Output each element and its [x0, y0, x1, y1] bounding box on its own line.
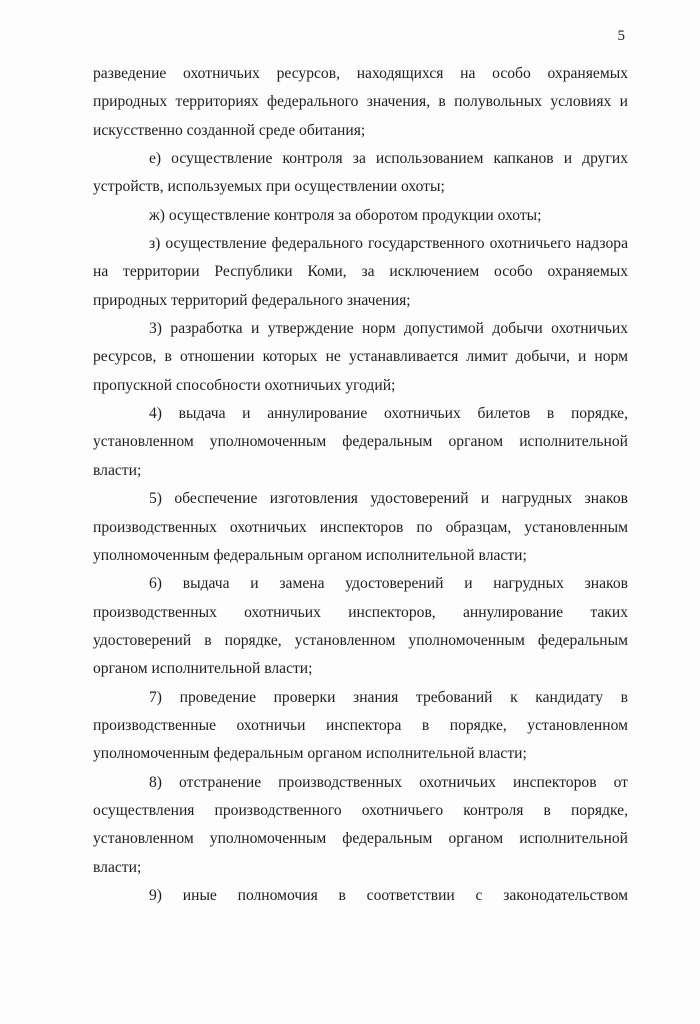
- paragraph-item-4: 4) выдача и аннулирование охотничьих билетов в порядке, установленном уполномоченным федеральным органом исполнительной власти;: [93, 405, 628, 479]
- paragraph-item-z: з) осуществление федерального государственного охотничьего надзора на территории Республики Коми, за исключением особо охраняемых природных территорий федерального значения;: [93, 235, 628, 309]
- paragraph-item-8: 8) отстранение производственных охотничьих инспекторов от осуществления производственного охотничьего контроля в порядке, установленном уполномоченным федеральным органом исполнительной власти;: [93, 773, 628, 876]
- paragraph-item-e: е) осуществление контроля за использованием капканов и других устройств, используемых при осуществлении охоты;: [93, 150, 628, 196]
- paragraph-item-6: 6) выдача и замена удостоверений и нагрудных знаков производственных охотничьих инспекторов, аннулирование таких удостоверений в порядке, установленном уполномоченным федеральным органом исполнительной власти;: [93, 575, 628, 678]
- paragraph-item-7: 7) проведение проверки знания требований к кандидату в производственные охотничьи инспектора в порядке, установленном уполномоченным федеральным органом исполнительной власти;: [93, 688, 628, 763]
- paragraph-item-zh: ж) осуществление контроля за оборотом продукции охоты;: [149, 206, 542, 224]
- paragraph-item-5: 5) обеспечение изготовления удостоверений и нагрудных знаков производственных охотничьих инспекторов по образцам, установленным уполномоченным федеральным органом исполнительной власти;: [93, 490, 628, 564]
- paragraph-continuation: разведение охотничьих ресурсов, находящихся на особо охраняемых природных территориях федерального значения, в полувольных условиях и искусственно созданной среде обитания;: [93, 65, 628, 139]
- document-body: [93, 60, 628, 910]
- paragraph-item-3: 3) разработка и утверждение норм допустимой добычи охотничьих ресурсов, в отношении которых не устанавливается лимит добычи, и норм пропускной способности охотничьих угодий;: [93, 320, 628, 394]
- paragraph-item-9: 9) иные полномочия в соответствии с законодательством: [149, 886, 628, 904]
- page-number: 5: [617, 28, 625, 44]
